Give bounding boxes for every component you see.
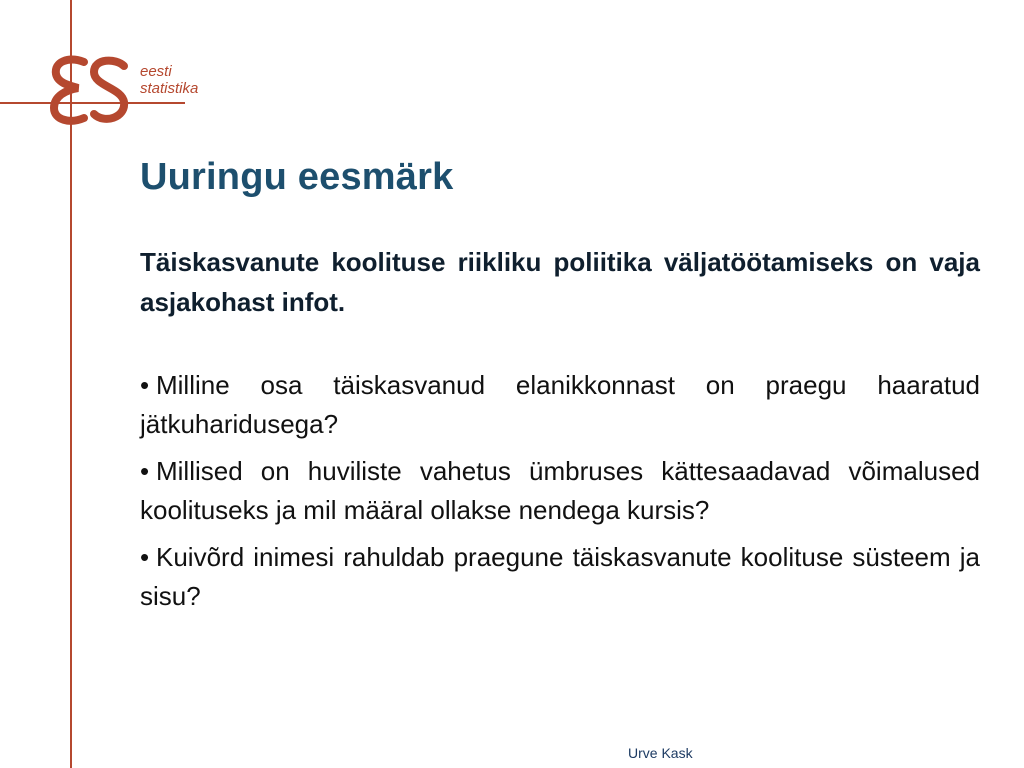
svg-text:eesti: eesti <box>140 63 172 80</box>
lead-paragraph: Täiskasvanute koolituse riikliku poliitika väljatöötamiseks on vaja asjakohast infot. <box>140 247 980 317</box>
slide-title: Uuringu eesmärk <box>140 156 454 198</box>
bullet-glyph: • <box>140 456 150 486</box>
list-item-text: Milline osa täiskasvanud elanikkonnast on praegu haaratud jätkuharidusega? <box>140 370 980 439</box>
question-list <box>140 366 980 616</box>
slide-body <box>140 242 980 624</box>
list-item-text: Millised on huviliste vahetus ümbruses kättesaadavad võimalused koolituseks ja mil määral ollakse nendega kursis? <box>140 456 980 525</box>
svg-text:statistika: statistika <box>140 80 199 96</box>
eesti-statistika-wordmark <box>140 62 252 96</box>
list-item-text: Kuivõrd inimesi rahuldab praegune täiskasvanute koolituse süsteem ja sisu? <box>140 542 980 611</box>
list-item <box>140 366 980 444</box>
bullet-glyph: • <box>140 370 150 400</box>
es-logo-icon <box>48 52 132 128</box>
list-item <box>140 452 980 530</box>
list-item <box>140 538 980 616</box>
bullet-glyph: • <box>140 542 150 572</box>
footer-author: Urve Kask <box>628 745 693 761</box>
